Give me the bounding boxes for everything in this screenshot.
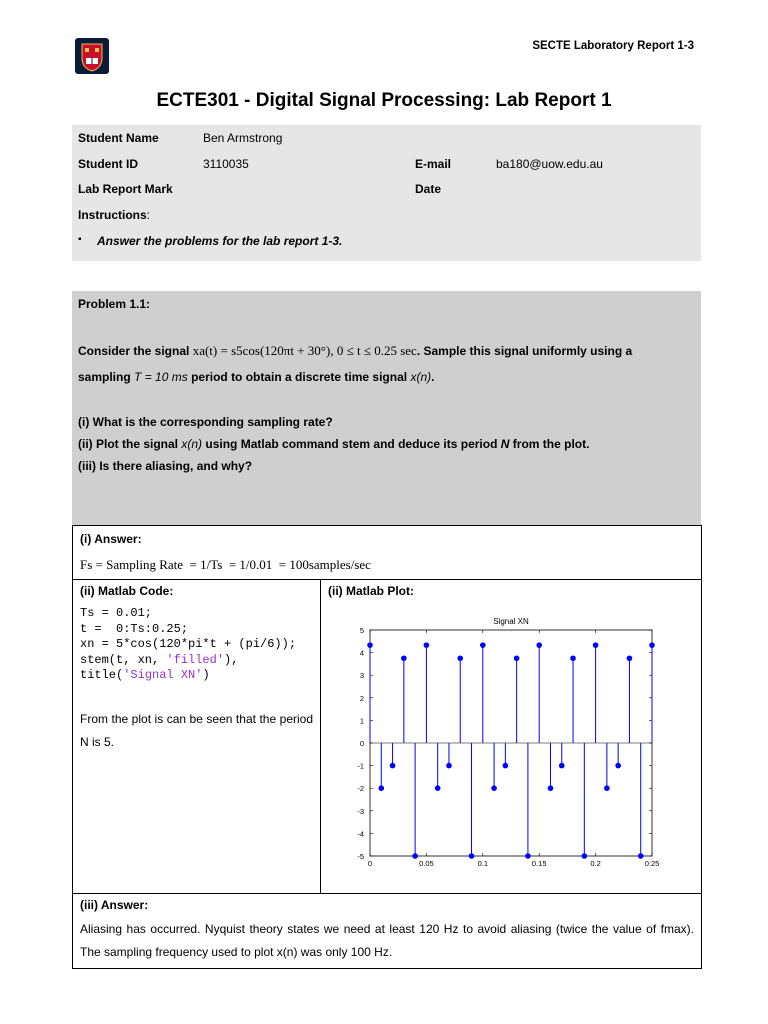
page-title: ECTE301 - Digital Signal Processing: Lab Report 1 — [156, 90, 612, 111]
code-line5-a: title( — [80, 668, 124, 682]
question2-c: using Matlab command stem and deduce its period — [205, 437, 498, 451]
stem-marker — [627, 655, 633, 661]
stem-marker — [367, 642, 373, 648]
stem-marker — [559, 763, 565, 769]
problem-line-2 — [78, 370, 434, 384]
email-label: E-mail — [415, 157, 452, 171]
matlab-code-block — [80, 606, 296, 684]
email-value: ba180@uow.edu.au — [496, 157, 603, 171]
stem-marker — [514, 655, 520, 661]
report-label: SECTE Laboratory Report 1-3 — [532, 40, 694, 52]
sampling-rate-equation: Fs = Sampling Rate = 1/Ts = 1/0.01 = 100samples/sec — [80, 557, 371, 572]
code-line5-b: ) — [202, 668, 210, 682]
student-id-label: Student ID — [78, 157, 138, 171]
stem-marker — [457, 655, 463, 661]
matlab-code-heading: (ii) Matlab Code: — [80, 584, 174, 598]
code-line-5 — [80, 668, 296, 684]
problem-line2-d: x(n) — [410, 370, 432, 384]
code-line-1: Ts = 0.01; — [80, 606, 153, 620]
problem-box — [72, 291, 701, 525]
student-name-value: Ben Armstrong — [203, 131, 283, 145]
y-tick-label: 2 — [359, 693, 364, 703]
signal-xn-chart — [327, 608, 687, 898]
code-line-3: xn = 5*cos(120*pi*t + (pi/6)); — [80, 637, 297, 651]
question-3: (iii) Is there aliasing, and why? — [78, 459, 253, 473]
instruction-item: Answer the problems for the lab report 1-3. — [97, 234, 343, 248]
y-tick-label: -3 — [357, 806, 364, 816]
stem-marker — [548, 785, 554, 791]
code-line4-b: ), — [224, 652, 239, 667]
x-tick-label: 0.1 — [477, 859, 489, 868]
stem-marker — [491, 785, 497, 791]
instructions-colon: : — [146, 208, 151, 222]
x-tick-label: 0 — [367, 859, 373, 868]
problem-line2-e: . — [431, 370, 435, 384]
signal-formula: xa(t) = s5cos(120πt + 30°), 0 ≤ t ≤ 0.25 sec — [192, 343, 417, 358]
chart-title: Signal XN — [493, 617, 529, 626]
stem-marker — [582, 853, 588, 859]
date-label: Date — [415, 182, 442, 196]
stem-marker — [615, 763, 621, 769]
answer-table — [72, 525, 702, 969]
instructions-heading — [78, 208, 150, 222]
y-tick-label: -2 — [357, 784, 364, 794]
stem-marker — [536, 642, 542, 648]
stem-marker — [570, 655, 576, 661]
code-line-4 — [80, 653, 296, 669]
stem-marker — [638, 853, 644, 859]
matlab-plot-cell — [321, 580, 701, 894]
stem-marker — [480, 642, 486, 648]
question-1: (i) What is the corresponding sampling rate? — [78, 415, 333, 429]
code-line4-a: stem(t, xn, — [80, 652, 167, 667]
stem-marker — [378, 785, 384, 791]
code-line4-string: 'filled' — [166, 652, 225, 667]
code-line5-string: 'Signal XN' — [123, 668, 203, 682]
y-tick-label: 5 — [359, 626, 364, 635]
x-tick-label: 0.25 — [644, 859, 660, 868]
problem-line2-a: sampling — [78, 370, 131, 384]
y-tick-label: -4 — [357, 829, 364, 839]
stem-marker — [412, 853, 418, 859]
stem-marker — [649, 642, 655, 648]
problem-line1-pre: Consider the signal — [78, 344, 190, 358]
student-id-value: 3110035 — [203, 157, 249, 171]
problem-line2-b: T = 10 ms — [134, 370, 188, 384]
stem-marker — [446, 763, 452, 769]
student-name-label: Student Name — [78, 131, 159, 145]
answer-3-cell — [73, 894, 701, 968]
matlab-plot-heading: (ii) Matlab Plot: — [328, 584, 414, 598]
stem-marker — [469, 853, 475, 859]
answer-3-heading: (iii) Answer: — [80, 898, 149, 912]
problem-line-1 — [78, 343, 632, 359]
y-tick-label: -5 — [357, 852, 364, 861]
aliasing-explanation: Aliasing has occurred. Nyquist theory states we need at least 120 Hz to avoid aliasing (twice the value of fmax). The sampling frequency used to plot x(n) was only 100 Hz. — [80, 922, 694, 959]
stem-marker — [525, 853, 531, 859]
question2-b: x(n) — [181, 437, 203, 451]
y-tick-label: 0 — [359, 739, 364, 748]
x-tick-label: 0.15 — [531, 859, 547, 868]
stem-marker — [435, 785, 441, 791]
answer-1-cell — [73, 526, 701, 580]
student-info-box — [72, 125, 701, 261]
stem-marker — [604, 785, 610, 791]
question2-e: from the plot. — [512, 437, 590, 451]
y-tick-label: 3 — [359, 671, 364, 681]
y-tick-label: 1 — [359, 716, 364, 726]
answer-1-heading: (i) Answer: — [80, 532, 142, 546]
x-tick-label: 0.2 — [590, 859, 601, 868]
stem-marker — [593, 642, 599, 648]
mark-label: Lab Report Mark — [78, 182, 173, 196]
stem-marker — [503, 763, 509, 769]
problem-heading: Problem 1.1: — [78, 297, 151, 311]
code-line-2: t = 0:Ts:0.25; — [80, 621, 189, 636]
stem-marker — [390, 763, 396, 769]
matlab-code-cell — [73, 580, 321, 894]
problem-line1-post: . Sample this signal uniformly using a — [416, 344, 633, 358]
stem-marker — [424, 642, 430, 648]
stem-marker — [401, 655, 407, 661]
y-tick-label: -1 — [357, 761, 364, 771]
problem-line2-c: period to obtain a discrete time signal — [191, 370, 408, 384]
y-tick-label: 4 — [359, 648, 364, 658]
question2-d: N — [500, 437, 510, 451]
x-tick-label: 0.05 — [419, 859, 434, 868]
question2-a: (ii) Plot the signal — [78, 437, 179, 451]
period-explanation: From the plot is can be seen that the period N is 5. — [80, 712, 313, 749]
question-2 — [78, 437, 589, 451]
instructions-label: Instructions — [78, 208, 147, 222]
university-crest-logo — [75, 38, 109, 74]
bullet-icon: ▪ — [78, 234, 82, 245]
